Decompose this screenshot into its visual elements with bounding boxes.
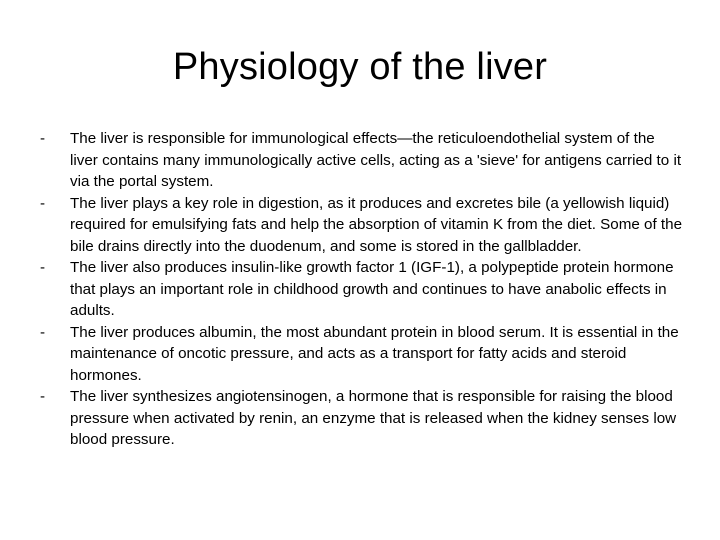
bullet-text: The liver also produces insulin-like growth factor 1 (IGF-1), a polypeptide protein hormone that plays an important role in childhood growth and continues to have anabolic effects in adults. [70, 259, 674, 319]
bullet-marker: - [40, 259, 46, 276]
bullet-text: The liver plays a key role in digestion, as it produces and excretes bile (a yellowish liquid) required for emulsifying fats and help the absorption of vitamin K from the diet. Some of the bile drains directly into the duodenum, and some is stored in the gallbladder. [70, 194, 683, 255]
slide-title: Physiology of the liver [172, 46, 548, 88]
bullet-item-igf1 [40, 257, 684, 322]
bullet-text: The liver synthesizes angiotensinogen, a hormone that is responsible for raising the blood pressure when activated by renin, an enzyme that is released when the kidney senses low blood pressure. [70, 388, 677, 448]
bullet-item-albumin [40, 322, 684, 387]
bullet-item-immunological [40, 128, 684, 193]
bullet-marker: - [40, 388, 46, 405]
bullet-item-digestion [40, 193, 684, 258]
bullet-text: The liver produces albumin, the most abundant protein in blood serum. It is essential in the maintenance of oncotic pressure, and acts as a transport for fatty acids and steroid hormones. [70, 323, 679, 384]
bullet-marker: - [40, 323, 46, 341]
bullet-list [40, 128, 684, 451]
bullet-text: The liver is responsible for immunological effects—the reticuloendothelial system of the liver contains many immunologically active cells, acting as a 'sieve' for antigens carried to it via the portal system. [70, 130, 682, 190]
bullet-marker: - [40, 130, 46, 147]
bullet-marker: - [40, 194, 46, 212]
bullet-item-angiotensinogen [40, 386, 684, 451]
